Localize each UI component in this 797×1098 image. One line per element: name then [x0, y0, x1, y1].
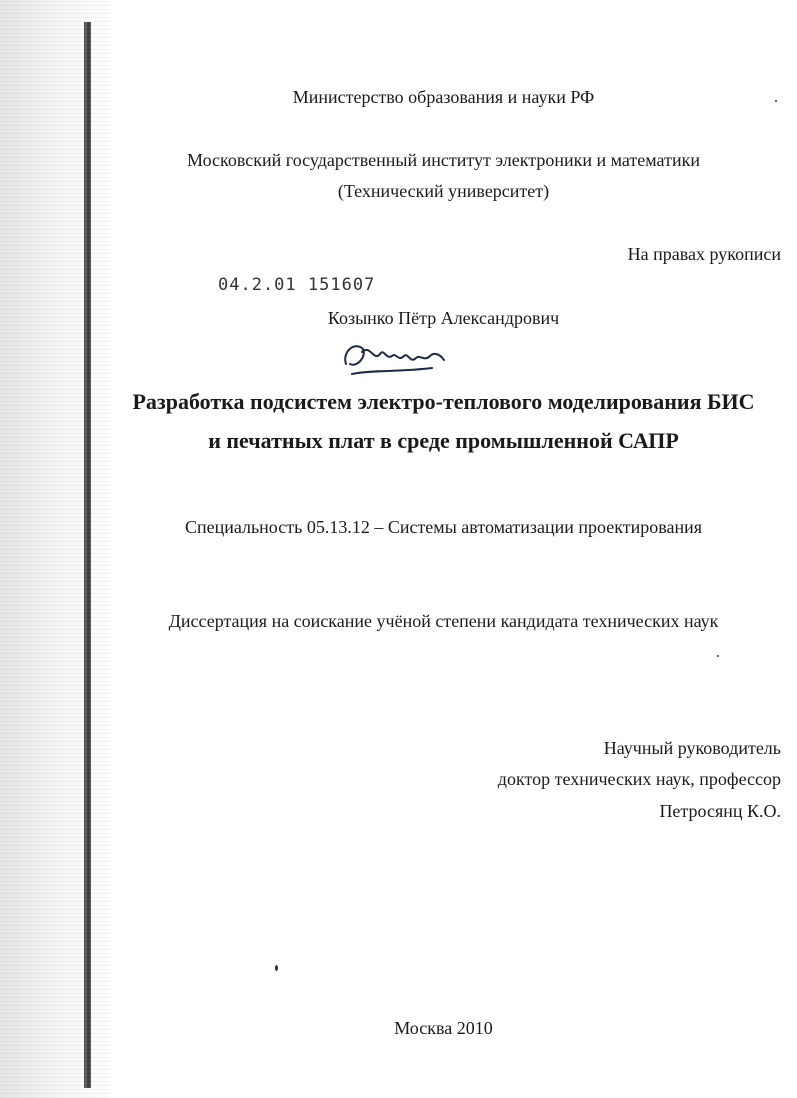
rights-note: На правах рукописи	[627, 244, 781, 264]
degree-line: Диссертация на соискание учёной степени кандидата технических наук	[168, 611, 719, 631]
scan-speck	[275, 965, 278, 971]
ministry-line: Министерство образования и науки РФ	[292, 87, 595, 107]
supervisor-credentials: доктор технических наук, профессор	[497, 769, 781, 789]
scan-speck	[717, 655, 719, 657]
supervisor-name: Петросянц К.О.	[659, 801, 781, 821]
institute-line: Московский государственный институт электроники и математики	[187, 150, 700, 170]
scan-speck	[775, 100, 777, 102]
author-signature-icon	[340, 334, 452, 378]
author-name: Козынко Пётр Александрович	[327, 308, 560, 328]
thesis-title-line-1: Разработка подсистем электро-теплового моделирования БИС	[132, 389, 755, 414]
institute-subtitle: (Технический университет)	[337, 181, 550, 201]
city-year: Москва 2010	[394, 1018, 493, 1038]
specialty-line: Специальность 05.13.12 – Системы автоматизации проектирования	[184, 517, 703, 537]
registration-stamp: 04.2.01 151607	[218, 275, 376, 295]
thesis-title-line-2: и печатных плат в среде промышленной САПР	[208, 428, 679, 453]
supervisor-role: Научный руководитель	[603, 738, 781, 758]
